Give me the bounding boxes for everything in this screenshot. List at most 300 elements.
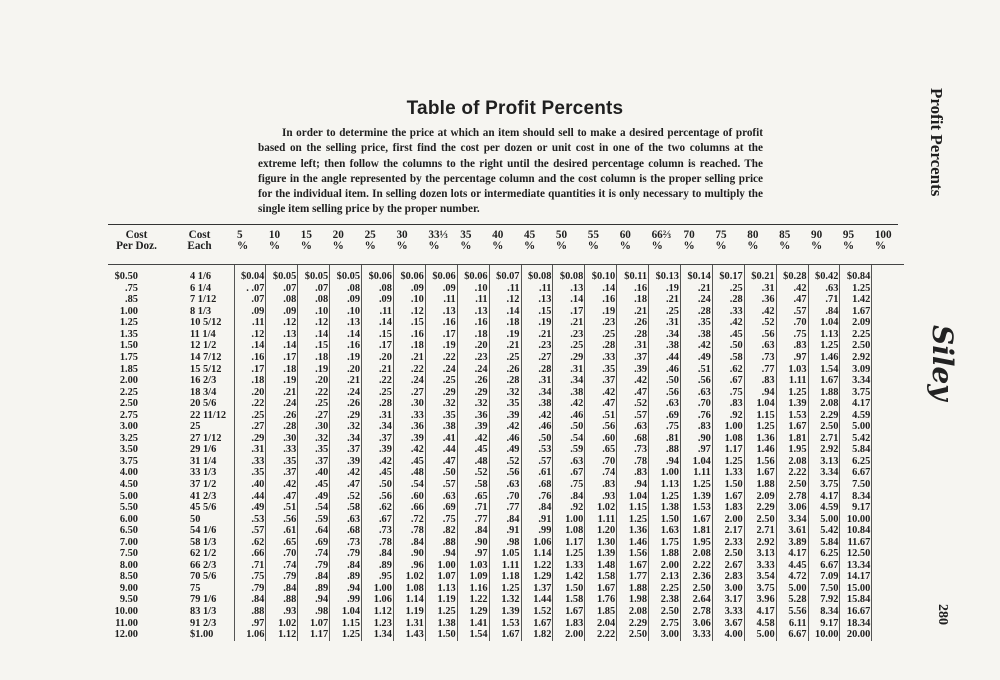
price-cell: .15	[521, 306, 553, 318]
table-row	[108, 410, 904, 422]
price-cell: 14.17	[840, 571, 872, 583]
cost-per-doz-cell: 2.50	[119, 398, 138, 410]
price-cell: .68	[521, 479, 553, 491]
price-cell: 2.08	[808, 398, 840, 410]
table-row	[108, 363, 904, 375]
price-cell	[872, 294, 904, 306]
price-cell: .75	[234, 571, 266, 583]
price-cell: 3.75	[744, 583, 776, 595]
price-cell: .53	[521, 444, 553, 456]
side-title: Profit Percents	[927, 88, 946, 197]
price-cell: .67	[362, 513, 394, 525]
price-cell: 2.36	[680, 571, 712, 583]
price-cell: .15	[298, 340, 330, 352]
price-cell: 2.25	[840, 329, 872, 341]
price-cell: 4.00	[712, 629, 744, 641]
price-cell: .34	[649, 329, 681, 341]
price-cell: .71	[457, 502, 489, 514]
price-cell: .57	[776, 306, 808, 318]
price-cell: 6.11	[776, 617, 808, 629]
price-cell: 1.46	[744, 444, 776, 456]
percent-column-header: 5 %	[237, 229, 249, 252]
price-cell: .29	[234, 433, 266, 445]
price-cell: .07	[234, 294, 266, 306]
price-cell: .89	[362, 560, 394, 572]
price-cell: .24	[330, 386, 362, 398]
price-cell: .83	[680, 421, 712, 433]
price-cell: $0.05	[330, 265, 362, 283]
price-cell: .28	[617, 329, 649, 341]
price-cell: .38	[553, 386, 585, 398]
price-cell: .17	[362, 340, 394, 352]
price-cell: .32	[489, 386, 521, 398]
price-cell: .13	[330, 317, 362, 329]
price-cell: .50	[425, 467, 457, 479]
price-cell: .32	[298, 433, 330, 445]
cost-each-cell: 12 1/2	[190, 340, 217, 352]
price-cell: .91	[521, 513, 553, 525]
price-cell: .23	[521, 340, 553, 352]
price-cell: .45	[457, 444, 489, 456]
price-cell: 1.36	[617, 525, 649, 537]
price-cell: 1.25	[744, 421, 776, 433]
price-cell: .65	[457, 490, 489, 502]
price-cell: .97	[457, 548, 489, 560]
price-cell: $0.04	[234, 265, 266, 283]
price-cell: 1.25	[680, 479, 712, 491]
price-cell: .16	[234, 352, 266, 364]
intro-text: In order to determine the price at which an item should sell to make a desired percentage of profit based on the selling price, first find the cost per dozen or unit cost in one of the two columns at the extreme left; then follow the columns to the right until the desired percentage column is reached. The figure in the angle represented by the percentage column and the cost column is the proper selling price for the individual item. In selling dozen lots or intermediate quantities it is only necessary to multiply the single item selling price by the proper number.	[258, 127, 763, 216]
cost-each-cell: 45 5/6	[190, 502, 217, 514]
price-cell: .57	[234, 525, 266, 537]
cost-per-doz-cell: 8.50	[119, 571, 138, 583]
price-cell: .27	[521, 352, 553, 364]
price-cell: .35	[489, 398, 521, 410]
price-cell: 15.84	[840, 594, 872, 606]
price-cell: .22	[234, 398, 266, 410]
price-cell: 2.50	[649, 606, 681, 618]
price-cell: 1.12	[266, 629, 298, 641]
price-cell: 2.09	[744, 490, 776, 502]
cost-column-header: Cost Each	[187, 229, 212, 252]
cost-each-cell: 29 1/6	[190, 444, 217, 456]
cost-each-cell: 4 1/6	[164, 265, 234, 283]
cost-each-cell: 54 1/6	[190, 525, 217, 537]
price-cell: $0.08	[553, 265, 585, 283]
price-cell: $0.10	[585, 265, 617, 283]
price-cell: .47	[330, 479, 362, 491]
price-cell: .63	[489, 479, 521, 491]
price-cell: $0.13	[649, 265, 681, 283]
price-cell: 1.88	[649, 548, 681, 560]
price-cell: .13	[521, 294, 553, 306]
price-cell: .31	[362, 410, 394, 422]
price-cell: .97	[234, 617, 266, 629]
price-cell: .16	[425, 317, 457, 329]
price-cell: .47	[776, 294, 808, 306]
table-row	[108, 340, 904, 352]
price-cell: 1.98	[617, 594, 649, 606]
price-cell: 1.67	[840, 306, 872, 318]
cost-per-doz-cell: 1.85	[119, 363, 138, 375]
price-cell: 3.13	[744, 548, 776, 560]
price-cell: .13	[266, 329, 298, 341]
price-cell: 5.00	[776, 583, 808, 595]
price-cell: .70	[585, 456, 617, 468]
price-cell: .25	[425, 375, 457, 387]
price-cell: $0.42	[808, 265, 840, 283]
price-cell: 1.54	[808, 363, 840, 375]
price-cell: .10	[457, 283, 489, 295]
price-cell: 1.06	[234, 629, 266, 641]
price-cell: .18	[234, 375, 266, 387]
price-cell: 1.56	[617, 548, 649, 560]
percent-column-header: 95 %	[842, 229, 855, 252]
price-cell: 2.50	[712, 548, 744, 560]
price-cell: 1.25	[617, 513, 649, 525]
price-cell: .21	[489, 340, 521, 352]
percent-column-header: 15 %	[300, 229, 312, 252]
price-cell: .39	[457, 421, 489, 433]
table-row	[108, 606, 904, 618]
price-cell: .17	[425, 329, 457, 341]
price-cell: .37	[266, 467, 298, 479]
price-cell: 5.42	[808, 525, 840, 537]
price-cell: 2.64	[680, 594, 712, 606]
table-row	[108, 433, 904, 445]
price-cell: 1.13	[649, 479, 681, 491]
price-cell	[872, 317, 904, 329]
table-row	[108, 560, 904, 572]
price-cell: 1.04	[680, 456, 712, 468]
price-cell: .39	[362, 444, 394, 456]
price-cell: 1.95	[776, 444, 808, 456]
price-cell: .63	[330, 513, 362, 525]
price-cell: .90	[393, 548, 425, 560]
price-cell: 1.38	[425, 617, 457, 629]
table-row	[108, 317, 904, 329]
price-cell	[872, 537, 904, 549]
price-cell: 4.59	[808, 502, 840, 514]
price-cell: 2.08	[680, 548, 712, 560]
price-cell: .09	[330, 294, 362, 306]
price-cell: .25	[362, 386, 394, 398]
price-cell: .54	[393, 479, 425, 491]
price-cell: .39	[330, 456, 362, 468]
price-cell: 2.29	[744, 502, 776, 514]
price-cell: 4.45	[776, 560, 808, 572]
price-cell: .63	[744, 340, 776, 352]
price-cell: .45	[298, 479, 330, 491]
price-cell: .32	[425, 398, 457, 410]
price-cell: .46	[489, 433, 521, 445]
price-cell: 1.22	[457, 594, 489, 606]
cost-per-doz-cell: 2.25	[119, 386, 138, 398]
price-cell: .84	[362, 548, 394, 560]
price-cell: 1.30	[585, 537, 617, 549]
cost-per-doz-cell: 6.00	[119, 513, 138, 525]
price-cell: 1.83	[553, 617, 585, 629]
price-cell: .84	[808, 306, 840, 318]
price-cell: 1.17	[712, 444, 744, 456]
percent-column-header: 55 %	[587, 229, 599, 252]
price-cell: .88	[234, 606, 266, 618]
cost-each-cell: 11 1/4	[190, 328, 216, 340]
price-cell: .24	[680, 294, 712, 306]
cost-each-cell: 37 1/2	[190, 478, 217, 490]
price-cell: .14	[489, 306, 521, 318]
price-cell: 2.09	[840, 317, 872, 329]
price-cell: .77	[457, 513, 489, 525]
price-cell	[872, 560, 904, 572]
price-cell: .42	[521, 410, 553, 422]
price-cell: 3.34	[808, 467, 840, 479]
price-cell: 1.17	[553, 537, 585, 549]
price-cell	[872, 265, 904, 283]
price-cell: 1.14	[393, 594, 425, 606]
price-cell: .31	[234, 444, 266, 456]
price-cell: 2.92	[808, 444, 840, 456]
price-cell: 1.39	[776, 398, 808, 410]
price-cell	[872, 386, 904, 398]
price-cell: .47	[266, 490, 298, 502]
price-cell: .56	[489, 467, 521, 479]
price-cell: .18	[457, 329, 489, 341]
price-cell: .51	[680, 363, 712, 375]
price-cell: 1.46	[808, 352, 840, 364]
price-cell: $0.05	[298, 265, 330, 283]
price-cell	[872, 571, 904, 583]
price-cell: .52	[489, 456, 521, 468]
price-cell: .20	[362, 352, 394, 364]
price-cell: 6.25	[840, 456, 872, 468]
price-cell: 1.50	[425, 629, 457, 641]
price-cell: 1.44	[521, 594, 553, 606]
price-cell: 1.13	[808, 329, 840, 341]
price-cell: 1.11	[585, 513, 617, 525]
table-row	[108, 629, 904, 641]
price-cell: 1.03	[776, 363, 808, 375]
price-cell: .22	[298, 386, 330, 398]
price-cell: .21	[553, 317, 585, 329]
price-cell: .44	[649, 352, 681, 364]
price-cell: .83	[744, 375, 776, 387]
price-cell: .21	[362, 363, 394, 375]
price-cell: 1.81	[680, 525, 712, 537]
price-cell: 1.77	[617, 571, 649, 583]
price-cell: .26	[617, 317, 649, 329]
cost-each-cell: 62 1/2	[190, 548, 217, 560]
price-cell: .26	[330, 398, 362, 410]
price-cell: .23	[585, 317, 617, 329]
price-cell: .36	[393, 421, 425, 433]
price-cell	[872, 340, 904, 352]
price-cell: .26	[457, 375, 489, 387]
price-cell: .08	[298, 294, 330, 306]
table-row	[108, 421, 904, 433]
price-cell: .10	[298, 306, 330, 318]
price-cell: $0.11	[617, 265, 649, 283]
table-header-row	[108, 225, 904, 265]
price-cell: .68	[330, 525, 362, 537]
price-cell: 2.50	[744, 513, 776, 525]
price-cell: 1.53	[776, 410, 808, 422]
price-cell: .82	[425, 525, 457, 537]
price-cell: .40	[298, 467, 330, 479]
price-cell: 1.25	[840, 283, 872, 295]
price-cell: 2.67	[712, 560, 744, 572]
price-cell: 1.16	[457, 583, 489, 595]
price-cell: 2.92	[840, 352, 872, 364]
price-cell: 1.67	[712, 490, 744, 502]
price-cell: 2.22	[585, 629, 617, 641]
table-row	[108, 294, 904, 306]
price-cell: 1.12	[362, 606, 394, 618]
price-cell: 2.17	[712, 525, 744, 537]
price-cell: .47	[425, 456, 457, 468]
price-cell: 1.34	[362, 629, 394, 641]
price-cell: 1.08	[553, 525, 585, 537]
price-cell: .14	[234, 340, 266, 352]
price-cell: .73	[330, 537, 362, 549]
price-cell: .33	[393, 410, 425, 422]
percent-column-header: 25 %	[364, 229, 376, 252]
price-cell: .25	[489, 352, 521, 364]
price-cell: .33	[234, 456, 266, 468]
price-cell: .65	[585, 444, 617, 456]
price-cell: 1.33	[712, 467, 744, 479]
price-cell: .11	[457, 294, 489, 306]
price-cell: .56	[680, 375, 712, 387]
price-cell: .51	[266, 502, 298, 514]
price-cell: 5.84	[840, 444, 872, 456]
price-cell: .42	[553, 398, 585, 410]
price-cell: 1.18	[489, 571, 521, 583]
price-cell: .13	[457, 306, 489, 318]
price-cell: 3.06	[776, 502, 808, 514]
price-cell: 1.81	[776, 433, 808, 445]
price-cell: 1.75	[649, 537, 681, 549]
price-cell: 1.25	[649, 490, 681, 502]
price-cell	[872, 594, 904, 606]
price-cell: 2.13	[649, 571, 681, 583]
price-cell: .59	[298, 513, 330, 525]
percent-column-header: 33⅓ %	[428, 229, 448, 252]
price-cell: .13	[553, 283, 585, 295]
cost-per-doz-cell: 3.25	[119, 432, 138, 444]
price-cell: 2.50	[808, 421, 840, 433]
price-cell: 2.04	[585, 617, 617, 629]
price-cell: 10.00	[840, 513, 872, 525]
cost-each-cell: 33 1/3	[190, 467, 217, 479]
price-cell: .50	[521, 433, 553, 445]
price-cell: .28	[489, 375, 521, 387]
price-cell: 1.07	[425, 571, 457, 583]
price-cell: 1.15	[330, 617, 362, 629]
price-cell: 2.92	[744, 537, 776, 549]
price-cell: 7.50	[840, 479, 872, 491]
price-cell: .52	[617, 398, 649, 410]
price-cell: 2.00	[712, 513, 744, 525]
price-cell: .97	[680, 444, 712, 456]
price-cell: 1.67	[617, 560, 649, 572]
price-cell: .33	[712, 306, 744, 318]
price-cell: 1.32	[489, 594, 521, 606]
price-cell: 2.71	[808, 433, 840, 445]
cost-each-cell: 91 2/3	[190, 617, 217, 629]
price-cell: .48	[457, 456, 489, 468]
price-cell: .42	[393, 444, 425, 456]
price-cell: .75	[425, 513, 457, 525]
price-cell: 1.67	[808, 375, 840, 387]
price-cell: 1.07	[298, 617, 330, 629]
price-cell: 1.42	[840, 294, 872, 306]
price-cell: .21	[617, 306, 649, 318]
percent-column-header: 40 %	[492, 229, 504, 252]
price-cell: .12	[393, 306, 425, 318]
price-cell: .46	[553, 410, 585, 422]
price-cell: .38	[521, 398, 553, 410]
price-cell	[872, 433, 904, 445]
price-cell: .63	[425, 490, 457, 502]
price-cell: .08	[266, 294, 298, 306]
price-cell: 5.00	[840, 421, 872, 433]
price-cell: 4.58	[744, 617, 776, 629]
cost-each-cell: 16 2/3	[190, 375, 217, 387]
price-cell: .28	[266, 421, 298, 433]
price-cell: .42	[680, 340, 712, 352]
cost-per-doz-cell: 2.00	[119, 375, 138, 387]
price-cell: 1.67	[744, 467, 776, 479]
price-cell: 2.50	[840, 340, 872, 352]
price-cell: 18.34	[840, 617, 872, 629]
price-cell: .94	[298, 594, 330, 606]
price-cell: .27	[393, 386, 425, 398]
percent-column-header: 50 %	[555, 229, 568, 252]
price-cell: .89	[298, 583, 330, 595]
price-cell: .41	[425, 433, 457, 445]
price-cell: .50	[649, 375, 681, 387]
price-cell: 3.33	[680, 629, 712, 641]
cost-each-cell: 50	[190, 513, 201, 525]
price-cell: .37	[298, 456, 330, 468]
price-cell: .39	[489, 410, 521, 422]
percent-column-header: 75 %	[715, 229, 727, 252]
price-cell: .32	[457, 398, 489, 410]
price-cell: .33	[585, 352, 617, 364]
price-cell: $0.21	[744, 265, 776, 283]
cost-per-doz-cell: 2.75	[119, 409, 138, 421]
price-cell: 2.00	[649, 560, 681, 572]
price-cell: .11	[425, 294, 457, 306]
table-row	[108, 283, 904, 295]
price-cell: .88	[266, 594, 298, 606]
price-cell: 1.13	[425, 583, 457, 595]
cost-per-doz-cell: 7.00	[119, 536, 138, 548]
price-cell: .53	[234, 513, 266, 525]
cost-per-doz-cell: 1.00	[119, 305, 138, 317]
price-cell: $0.05	[266, 265, 298, 283]
price-cell: .56	[266, 513, 298, 525]
price-cell: 1.04	[330, 606, 362, 618]
cost-each-cell: 31 1/4	[190, 455, 217, 467]
price-cell: .17	[553, 306, 585, 318]
price-cell: .09	[266, 306, 298, 318]
price-cell: .44	[234, 490, 266, 502]
price-cell: 4.17	[744, 606, 776, 618]
price-cell: .35	[298, 444, 330, 456]
price-cell: .27	[234, 421, 266, 433]
